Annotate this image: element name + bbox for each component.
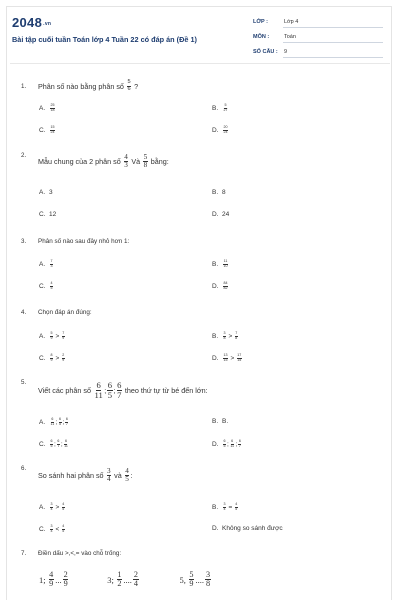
fraction xyxy=(189,571,194,588)
denominator: 10 xyxy=(223,263,228,268)
numerator: 15 xyxy=(50,125,55,129)
denominator: 24 xyxy=(223,129,228,134)
question-text-part: Mẫu chung của 2 phân số xyxy=(38,157,121,167)
option-label: B. xyxy=(212,104,219,112)
denominator: 6 xyxy=(127,85,131,92)
numerator: 6 xyxy=(231,439,234,443)
option-c[interactable] xyxy=(39,211,56,218)
numerator: 6 xyxy=(117,380,122,390)
numerator: 3 xyxy=(107,467,111,475)
option-b[interactable] xyxy=(212,260,229,268)
denominator: 9 xyxy=(62,357,65,362)
fraction xyxy=(64,440,69,448)
numerator: 6 xyxy=(107,380,113,390)
numerator: 4 xyxy=(124,153,128,161)
numerator: 5 xyxy=(143,153,148,161)
question-text-part: và xyxy=(114,471,122,481)
numerator: 7 xyxy=(235,331,238,335)
denominator: 2 xyxy=(117,579,122,589)
denominator: 9 xyxy=(50,357,53,362)
meta-subject-value: Toán xyxy=(283,34,383,43)
meta-subject-key: MÔN : xyxy=(253,34,270,40)
fraction xyxy=(107,468,112,483)
question-1 xyxy=(21,79,381,134)
fraction xyxy=(230,440,235,448)
numerator: 6 xyxy=(65,417,68,421)
option-c[interactable]: C. $\frac{6}{5}$ ; $\frac{6}{7}$ ; $\frac{6}{11}$ xyxy=(39,439,68,448)
numerator: 3 xyxy=(223,502,226,506)
question-text xyxy=(38,468,132,483)
option-label: D. xyxy=(212,211,219,218)
question-text-part: So sánh hai phân số xyxy=(38,471,104,481)
denominator: 4 xyxy=(223,506,226,511)
option-c[interactable] xyxy=(39,126,56,134)
header-divider xyxy=(10,63,390,64)
option-b[interactable] xyxy=(212,104,229,112)
denominator: 5 xyxy=(125,475,129,484)
fraction xyxy=(223,354,228,362)
logo-text: 2048 xyxy=(12,15,43,30)
fraction xyxy=(59,418,62,426)
fraction xyxy=(62,503,65,511)
denominator: 5 xyxy=(50,285,53,290)
meta-class-key: LỚP : xyxy=(253,19,268,25)
denominator: 15 xyxy=(237,357,242,362)
numerator: 3 xyxy=(205,570,211,579)
comparison-sign: > xyxy=(230,354,235,362)
fraction xyxy=(50,104,55,112)
fraction xyxy=(127,80,131,92)
option-label: B. xyxy=(212,418,219,425)
meta-subject xyxy=(253,32,383,47)
fraction xyxy=(223,332,226,340)
denominator: 8 xyxy=(223,335,226,340)
denominator: 11 xyxy=(64,443,68,448)
comparison-sign: > xyxy=(55,503,60,511)
fraction xyxy=(63,571,68,588)
option-label: C. xyxy=(39,354,46,362)
fraction xyxy=(50,332,53,340)
fraction xyxy=(223,126,228,134)
denominator: 9 xyxy=(189,579,194,589)
option-text: B. xyxy=(222,418,229,425)
option-b[interactable] xyxy=(212,189,226,196)
question-number: 3. xyxy=(21,238,27,245)
numerator: 2 xyxy=(62,353,65,357)
option-label: A. xyxy=(39,104,46,112)
numerator: 2 xyxy=(63,570,68,579)
denominator: 8 xyxy=(205,579,211,589)
numerator: 6 xyxy=(64,439,67,443)
numerator: 11 xyxy=(223,259,228,263)
comparison-sign: > xyxy=(55,354,60,362)
option-label: A. xyxy=(39,189,46,196)
question-3 xyxy=(21,238,381,290)
question-5 xyxy=(21,378,381,448)
blank-dots[interactable]: ... xyxy=(55,574,62,585)
option-a[interactable] xyxy=(39,104,56,112)
denominator: 8 xyxy=(235,335,238,340)
question-text-part: Viết các phân số xyxy=(38,385,92,395)
fill-item-1 xyxy=(39,571,69,588)
numerator: 4 xyxy=(50,281,53,285)
fill-item-2 xyxy=(107,571,139,588)
fraction xyxy=(50,418,55,426)
meta-info xyxy=(253,17,383,62)
option-label: C. xyxy=(39,440,46,448)
option-c[interactable] xyxy=(39,525,66,533)
option-label: A. xyxy=(39,332,46,340)
option-a[interactable]: A. $\frac{6}{11}$ ; $\frac{6}{5}$ ; $\frac{6}{7}$ xyxy=(39,417,68,426)
fraction xyxy=(124,154,129,169)
fraction xyxy=(49,571,54,588)
fraction xyxy=(50,126,55,134)
question-number: 4. xyxy=(21,309,27,316)
denominator: 7 xyxy=(238,443,241,448)
question-number: 2. xyxy=(21,152,27,159)
denominator: 5 xyxy=(223,443,226,448)
numerator: 20 xyxy=(223,125,228,129)
question-text: Viết các phân số $\frac{6}{11}$ ; $\frac{6}{5}$ ; $\frac{6}{7}$ theo thứ tự từ bé đến lớn: xyxy=(38,380,208,400)
denominator: 82 xyxy=(223,285,228,290)
page-title: Bài tập cuối tuần Toán lớp 4 Tuần 22 có đáp án (Đề 1) xyxy=(12,35,197,44)
meta-class xyxy=(253,17,383,32)
option-b[interactable] xyxy=(212,332,239,340)
blank-dots[interactable]: .... xyxy=(123,574,132,585)
denominator: 9 xyxy=(62,335,65,340)
meta-question-count xyxy=(253,47,383,62)
denominator: 5 xyxy=(59,421,62,426)
fraction xyxy=(143,154,148,169)
question-number: 6. xyxy=(21,465,27,472)
fraction xyxy=(62,332,65,340)
fraction xyxy=(235,503,238,511)
numerator: 84 xyxy=(223,281,228,285)
numerator: 6 xyxy=(223,439,226,443)
denominator: 27 xyxy=(223,107,228,112)
fraction xyxy=(223,503,226,511)
option-d[interactable]: D. $\frac{6}{5}$ ; $\frac{6}{11}$ ; $\frac{6}{7}$ xyxy=(212,439,241,448)
question-text-part: Và xyxy=(131,157,141,167)
question-4 xyxy=(21,309,381,362)
question-text: Phân số nào sau đây nhỏ hơn 1: xyxy=(38,238,130,245)
denominator: 7 xyxy=(65,421,68,426)
option-c[interactable] xyxy=(39,282,54,290)
fraction xyxy=(50,525,53,533)
denominator: 5 xyxy=(50,443,53,448)
denominator: 9 xyxy=(49,579,54,589)
option-label: B. xyxy=(212,189,219,196)
item-prefix: 3; xyxy=(107,574,114,585)
denominator: 7 xyxy=(117,389,122,400)
denominator: 8 xyxy=(143,161,148,170)
question-number: 7. xyxy=(21,550,27,557)
numerator: 6 xyxy=(96,380,101,390)
item-prefix: 1; xyxy=(39,574,46,585)
numerator: 6 xyxy=(59,417,62,421)
denominator: 5 xyxy=(62,528,65,533)
option-a[interactable] xyxy=(39,189,53,196)
option-a[interactable] xyxy=(39,260,54,268)
option-label: D. xyxy=(212,354,219,362)
fraction xyxy=(94,381,103,399)
blank-dots[interactable]: .... xyxy=(195,574,204,585)
numerator: 4 xyxy=(62,502,65,506)
fill-item-3 xyxy=(180,571,212,588)
question-number: 1. xyxy=(21,82,27,90)
fraction xyxy=(223,260,228,268)
denominator: 7 xyxy=(57,443,60,448)
option-label: D. xyxy=(212,525,219,532)
fraction xyxy=(50,354,53,362)
meta-class-value: Lớp 4 xyxy=(283,19,383,28)
option-label: C. xyxy=(39,126,46,134)
option-label: C. xyxy=(39,282,46,290)
option-b[interactable] xyxy=(212,418,228,425)
logo-suffix: .vn xyxy=(43,20,52,27)
denominator: 11 xyxy=(230,443,235,448)
question-text-part: : xyxy=(130,471,133,481)
option-label: B. xyxy=(212,503,219,511)
fraction xyxy=(117,571,122,588)
meta-count-key: SỐ CÂU : xyxy=(253,49,278,55)
denominator: 5 xyxy=(107,389,113,400)
numerator: 5 xyxy=(50,331,53,335)
option-d[interactable] xyxy=(212,282,229,290)
numerator: 3 xyxy=(50,524,53,528)
numerator: 6 xyxy=(57,439,60,443)
option-label: A. xyxy=(39,260,46,268)
option-label: A. xyxy=(39,418,46,426)
option-text: 8 xyxy=(222,189,226,196)
numerator: 4 xyxy=(49,570,54,579)
fraction xyxy=(205,571,210,588)
fraction xyxy=(235,332,238,340)
denominator: 4 xyxy=(133,579,138,589)
option-label: A. xyxy=(39,503,46,511)
question-number: 5. xyxy=(21,379,27,386)
numerator: 5 xyxy=(189,570,194,579)
denominator: 3 xyxy=(50,263,53,268)
comparison-sign: > xyxy=(55,332,60,340)
question-text-part: bằng: xyxy=(150,157,169,167)
fraction xyxy=(223,282,228,290)
question-text xyxy=(38,80,138,92)
numerator: 5 xyxy=(127,79,131,85)
question-7 xyxy=(21,550,381,557)
question-text: Điền dấu >,<,= vào chỗ trống: xyxy=(38,550,122,557)
comparison-sign: = xyxy=(228,503,233,511)
fraction xyxy=(125,467,133,484)
fill-in-row xyxy=(39,571,212,588)
option-d[interactable] xyxy=(212,354,243,362)
numerator: 4 xyxy=(125,467,129,475)
denominator: 15 xyxy=(223,357,228,362)
option-c[interactable] xyxy=(39,354,66,362)
denominator: 11 xyxy=(50,421,55,426)
option-a[interactable] xyxy=(39,332,66,340)
fraction xyxy=(223,440,226,448)
option-text: 24 xyxy=(222,211,230,218)
numerator: 6 xyxy=(238,439,241,443)
numerator: 1 xyxy=(117,570,122,579)
option-text: 3 xyxy=(49,189,53,196)
denominator: 24 xyxy=(50,129,55,134)
question-2 xyxy=(21,150,381,218)
numerator: 3 xyxy=(223,331,226,335)
question-text-part: ? xyxy=(134,81,139,91)
denominator: 4 xyxy=(50,528,53,533)
option-d[interactable] xyxy=(212,525,283,532)
numerator: 6 xyxy=(51,417,54,421)
fraction xyxy=(62,354,65,362)
numerator: 2 xyxy=(133,570,138,579)
question-6 xyxy=(21,464,381,533)
numerator: 8 xyxy=(50,353,53,357)
fraction xyxy=(65,418,68,426)
denominator: 11 xyxy=(94,389,103,400)
option-text: 12 xyxy=(49,211,57,218)
fraction xyxy=(238,440,241,448)
fraction xyxy=(223,104,228,112)
option-label: C. xyxy=(39,211,46,218)
header xyxy=(12,10,384,65)
numerator: 7 xyxy=(62,331,65,335)
denominator: 9 xyxy=(63,579,68,589)
option-label: C. xyxy=(39,525,46,533)
item-prefix: 5, xyxy=(179,574,186,585)
numerator: 25 xyxy=(50,103,55,107)
denominator: 5 xyxy=(235,506,238,511)
comparison-sign: < xyxy=(55,525,60,533)
comparison-sign: > xyxy=(228,332,233,340)
denominator: 18 xyxy=(50,107,55,112)
numerator: 4 xyxy=(62,524,65,528)
option-text: Không so sánh được xyxy=(222,525,283,532)
numerator: 17 xyxy=(237,353,242,357)
denominator: 4 xyxy=(50,506,53,511)
fraction xyxy=(107,381,112,399)
option-a[interactable] xyxy=(39,503,66,511)
denominator: 4 xyxy=(107,475,111,484)
denominator: 9 xyxy=(50,335,53,340)
option-label: B. xyxy=(212,332,219,340)
numerator: 6 xyxy=(50,439,53,443)
numerator: 5 xyxy=(224,103,227,107)
meta-count-value: 9 xyxy=(283,49,383,58)
fraction xyxy=(62,525,65,533)
option-d[interactable] xyxy=(212,211,229,218)
fraction xyxy=(50,282,53,290)
numerator: 13 xyxy=(223,353,228,357)
denominator: 3 xyxy=(124,161,128,170)
option-label: B. xyxy=(212,260,219,268)
fraction xyxy=(50,440,53,448)
fraction xyxy=(50,260,53,268)
option-label: D. xyxy=(212,126,219,134)
numerator: 4 xyxy=(235,502,238,506)
denominator: 5 xyxy=(62,506,65,511)
fraction xyxy=(133,571,138,588)
question-text xyxy=(38,154,169,169)
option-label: D. xyxy=(212,440,219,448)
option-b[interactable] xyxy=(212,503,239,511)
question-text-part: theo thứ tự từ bé đến lớn: xyxy=(124,385,208,395)
fraction xyxy=(117,381,122,399)
fraction xyxy=(57,440,60,448)
numerator: 3 xyxy=(50,502,53,506)
question-text-part: Phân số nào bằng phân số xyxy=(38,81,124,91)
numerator: 7 xyxy=(50,259,53,263)
fraction xyxy=(50,503,53,511)
option-d[interactable] xyxy=(212,126,229,134)
fraction xyxy=(237,354,242,362)
question-text: Chọn đáp án đúng: xyxy=(38,309,92,316)
site-logo[interactable] xyxy=(12,15,51,30)
option-label: D. xyxy=(212,282,219,290)
